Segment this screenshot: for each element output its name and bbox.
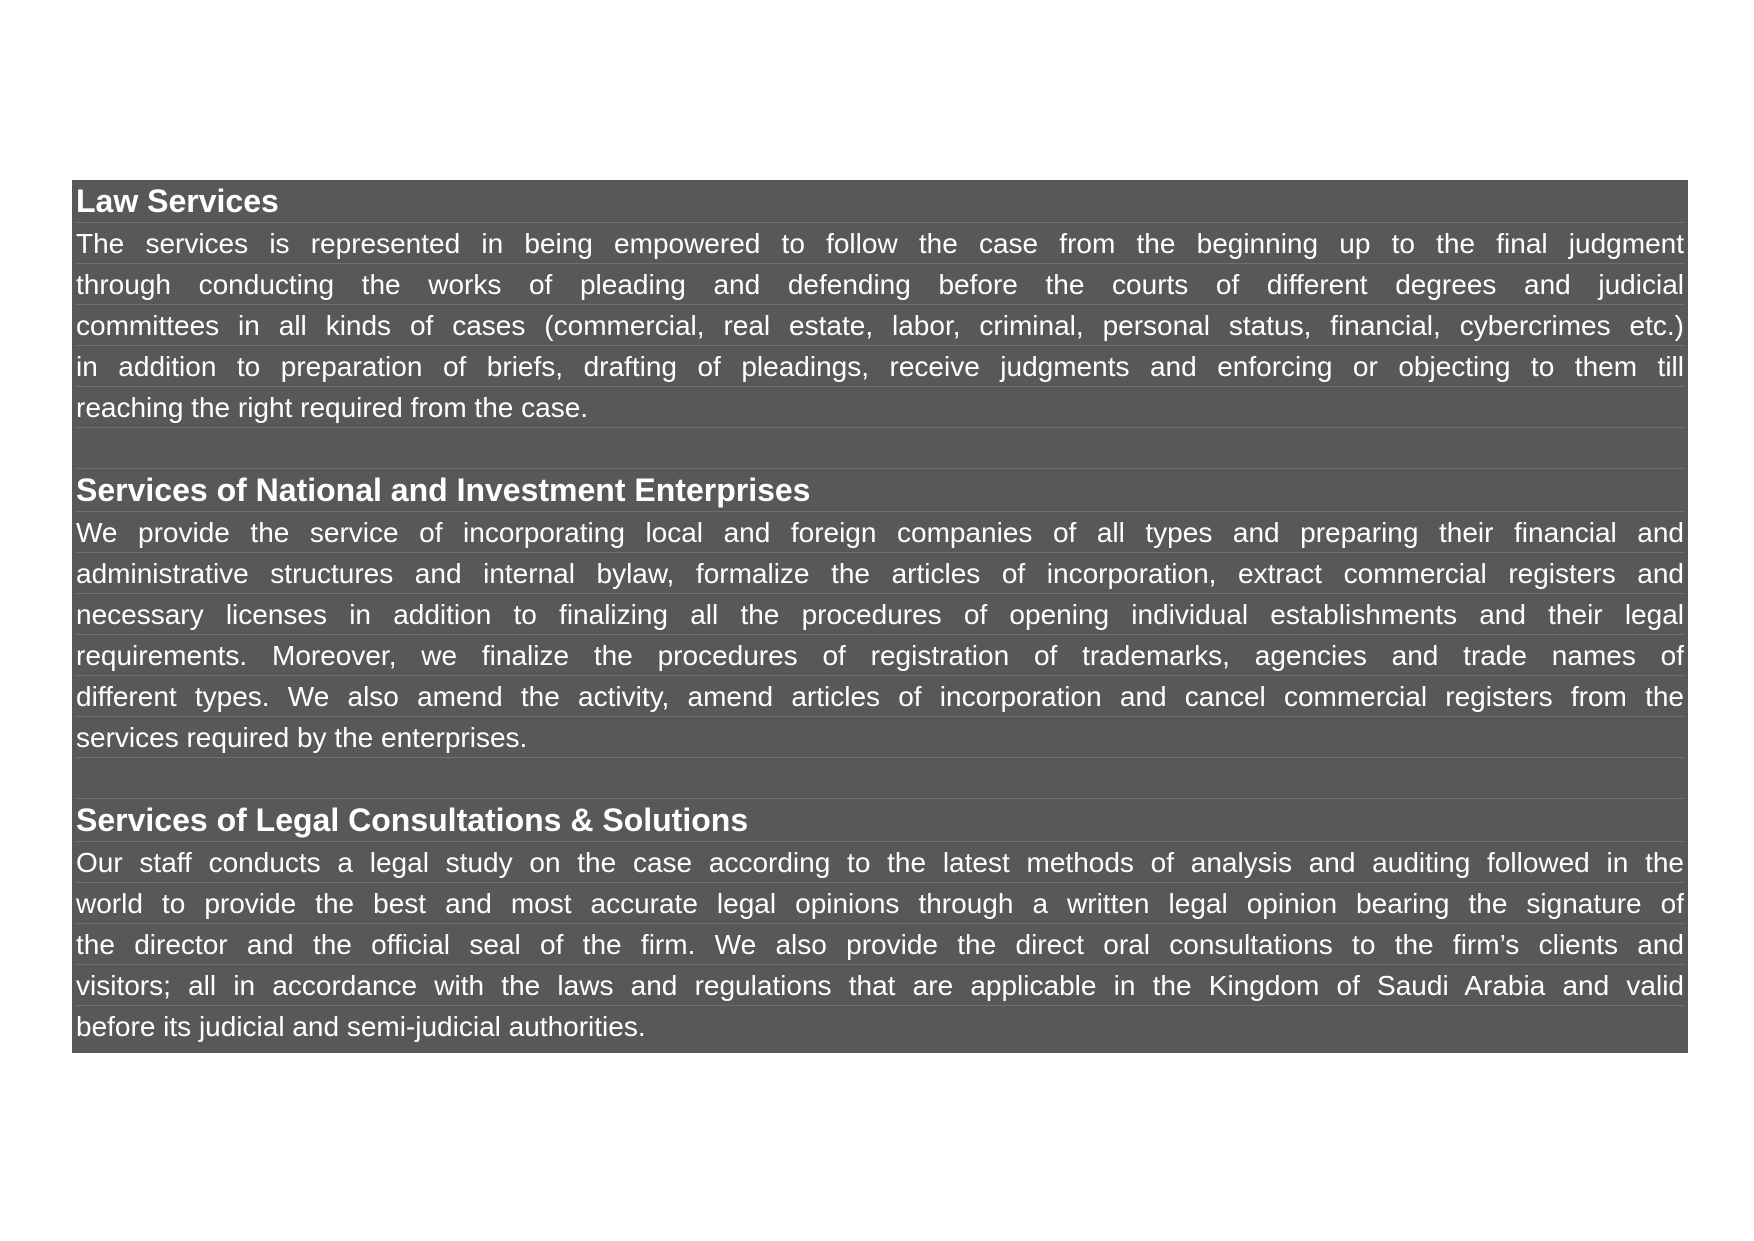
paragraph-line: visitors; all in accordance with the laws and regulations that are applicable in the Kingdom of Saudi Arabia and valid: [76, 965, 1684, 1006]
section-divider: [76, 428, 1684, 469]
paragraph-line: through conducting the works of pleading and defending before the courts of different degrees and judicial: [76, 264, 1684, 305]
paragraph-line: The services is represented in being empowered to follow the case from the beginning up to the final judgment: [76, 223, 1684, 264]
paragraph-line: requirements. Moreover, we finalize the procedures of registration of trademarks, agencies and trade names of: [76, 635, 1684, 676]
paragraph-line: administrative structures and internal bylaw, formalize the articles of incorporation, extract commercial registers and: [76, 553, 1684, 594]
paragraph-line: in addition to preparation of briefs, drafting of pleadings, receive judgments and enforcing or objecting to them till: [76, 346, 1684, 387]
paragraph-line: reaching the right required from the case.: [76, 387, 1684, 428]
paragraph-line: the director and the official seal of the firm. We also provide the direct oral consultations to the firm’s clients and: [76, 924, 1684, 965]
paragraph-line: services required by the enterprises.: [76, 717, 1684, 758]
paragraph-line: We provide the service of incorporating local and foreign companies of all types and preparing their financial and: [76, 512, 1684, 553]
section-divider: [76, 758, 1684, 799]
paragraph-line: Our staff conducts a legal study on the case according to the latest methods of analysis and auditing followed in the: [76, 842, 1684, 883]
paragraph-line: before its judicial and semi-judicial authorities.: [76, 1011, 646, 1042]
paragraph-line: necessary licenses in addition to finalizing all the procedures of opening individual establishments and their legal: [76, 594, 1684, 635]
paragraph-line: world to provide the best and most accurate legal opinions through a written legal opinion bearing the signature of: [76, 883, 1684, 924]
services-panel: [72, 180, 1688, 1053]
section-title-law-services: Law Services: [76, 180, 1684, 223]
section-title-national-investment: Services of National and Investment Enterprises: [76, 469, 1684, 512]
section-title-legal-consultations: Services of Legal Consultations & Solutions: [76, 799, 1684, 842]
paragraph-line: committees in all kinds of cases (commercial, real estate, labor, criminal, personal status, financial, cybercrimes etc.): [76, 305, 1684, 346]
paragraph-line: different types. We also amend the activity, amend articles of incorporation and cancel commercial registers from the: [76, 676, 1684, 717]
